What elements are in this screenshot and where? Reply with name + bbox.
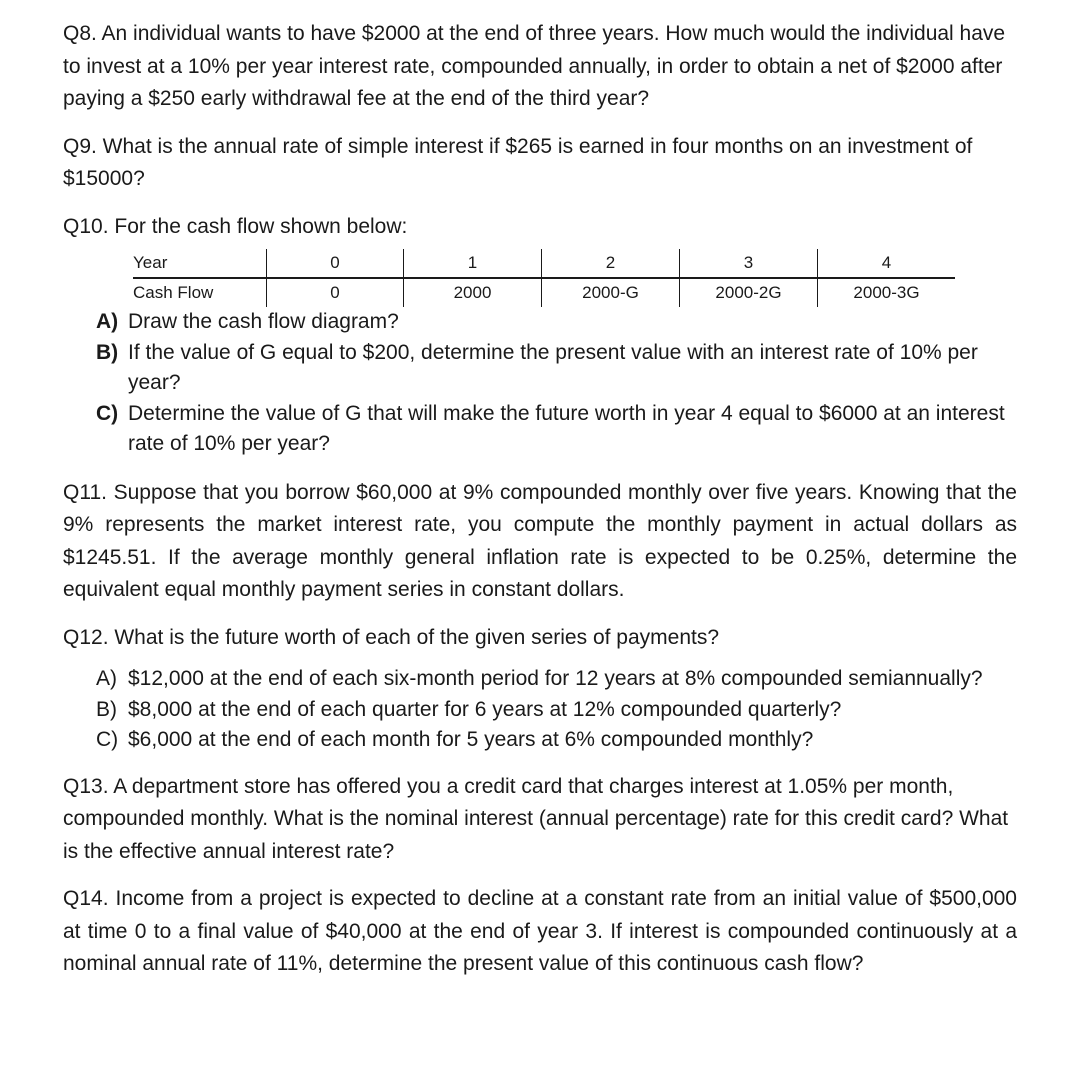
cash-flow-header: Cash Flow bbox=[133, 278, 267, 307]
cash-flow-cell: 2000-3G bbox=[853, 283, 920, 302]
part-text: Draw the cash flow diagram? bbox=[128, 310, 399, 333]
question-14: Q14. Income from a project is expected to decline at a constant rate from an initial value of $500,000 at time 0 to a final value of $40,000 at the end of year 3. If interest is compounded continuously at a nominal annual rate of 11%, determine the present value of this continuous cash flow? bbox=[63, 887, 1017, 975]
part-marker: C) bbox=[96, 401, 119, 425]
year-header: Year bbox=[133, 249, 267, 278]
cash-flow-cell: 0 bbox=[267, 278, 404, 307]
question-13: Q13. A department store has offered you a credit card that charges interest at 1.05% per month, compounded monthly. What is the nominal interest (annual percentage) rate for this credit card? What is the effective annual interest rate? bbox=[63, 774, 1009, 863]
cash-flow-amount-row bbox=[133, 278, 955, 307]
cash-flow-cell: 2000 bbox=[404, 278, 542, 307]
cash-flow-cell: 2000-G bbox=[542, 278, 680, 307]
question-10: Q10. For the cash flow shown below: bbox=[63, 214, 408, 238]
part-marker: A) bbox=[96, 310, 119, 333]
question-12-parts bbox=[96, 664, 1017, 756]
question-sheet bbox=[63, 18, 1017, 981]
year-cell: 4 bbox=[818, 249, 956, 278]
list-item bbox=[96, 664, 1017, 695]
question-12: Q12. What is the future worth of each of the given series of payments? bbox=[63, 625, 720, 649]
part-text: $6,000 at the end of each month for 5 years at 6% compounded monthly? bbox=[128, 728, 814, 751]
list-item bbox=[96, 725, 1017, 756]
part-text: $12,000 at the end of each six-month period for 12 years at 8% compounded semiannually? bbox=[128, 667, 983, 690]
question-9: Q9. What is the annual rate of simple interest if $265 is earned in four months on an investment of $15000? bbox=[63, 134, 973, 190]
year-cell: 0 bbox=[267, 249, 404, 278]
part-text: If the value of G equal to $200, determine the present value with an interest rate of 10% per year? bbox=[128, 340, 978, 394]
cash-flow-year-row bbox=[133, 249, 955, 278]
part-marker: B) bbox=[96, 697, 117, 721]
list-item bbox=[96, 338, 1017, 399]
part-marker: A) bbox=[96, 667, 117, 690]
question-10-parts bbox=[96, 307, 1017, 460]
question-11: Q11. Suppose that you borrow $60,000 at 9% compounded monthly over five years. Knowing that the 9% represents the market interest rate, you compute the monthly payment in actual dollars as $1245.51. If the average monthly general inflation rate is expected to be 0.25%, determine the equivalent equal monthly payment series in constant dollars. bbox=[63, 480, 1017, 601]
list-item bbox=[96, 399, 1017, 460]
cash-flow-cell: 2000-2G bbox=[680, 278, 818, 307]
year-cell: 2 bbox=[542, 249, 680, 278]
part-text: $8,000 at the end of each quarter for 6 years at 12% compounded quarterly? bbox=[128, 697, 842, 721]
part-marker: B) bbox=[96, 340, 119, 364]
part-marker: C) bbox=[96, 728, 119, 751]
list-item bbox=[96, 695, 1017, 726]
year-cell: 1 bbox=[404, 249, 542, 278]
question-8: Q8. An individual wants to have $2000 at the end of three years. How much would the individual have to invest at a 10% per year interest rate, compounded annually, in order to obtain a net of $2000 after paying a $250 early withdrawal fee at the end of the third year? bbox=[63, 22, 1006, 110]
list-item bbox=[96, 307, 1017, 338]
cash-flow-table bbox=[133, 249, 955, 307]
part-text: Determine the value of G that will make the future worth in year 4 equal to $6000 at an interest rate of 10% per year? bbox=[128, 401, 1005, 455]
year-cell: 3 bbox=[680, 249, 818, 278]
